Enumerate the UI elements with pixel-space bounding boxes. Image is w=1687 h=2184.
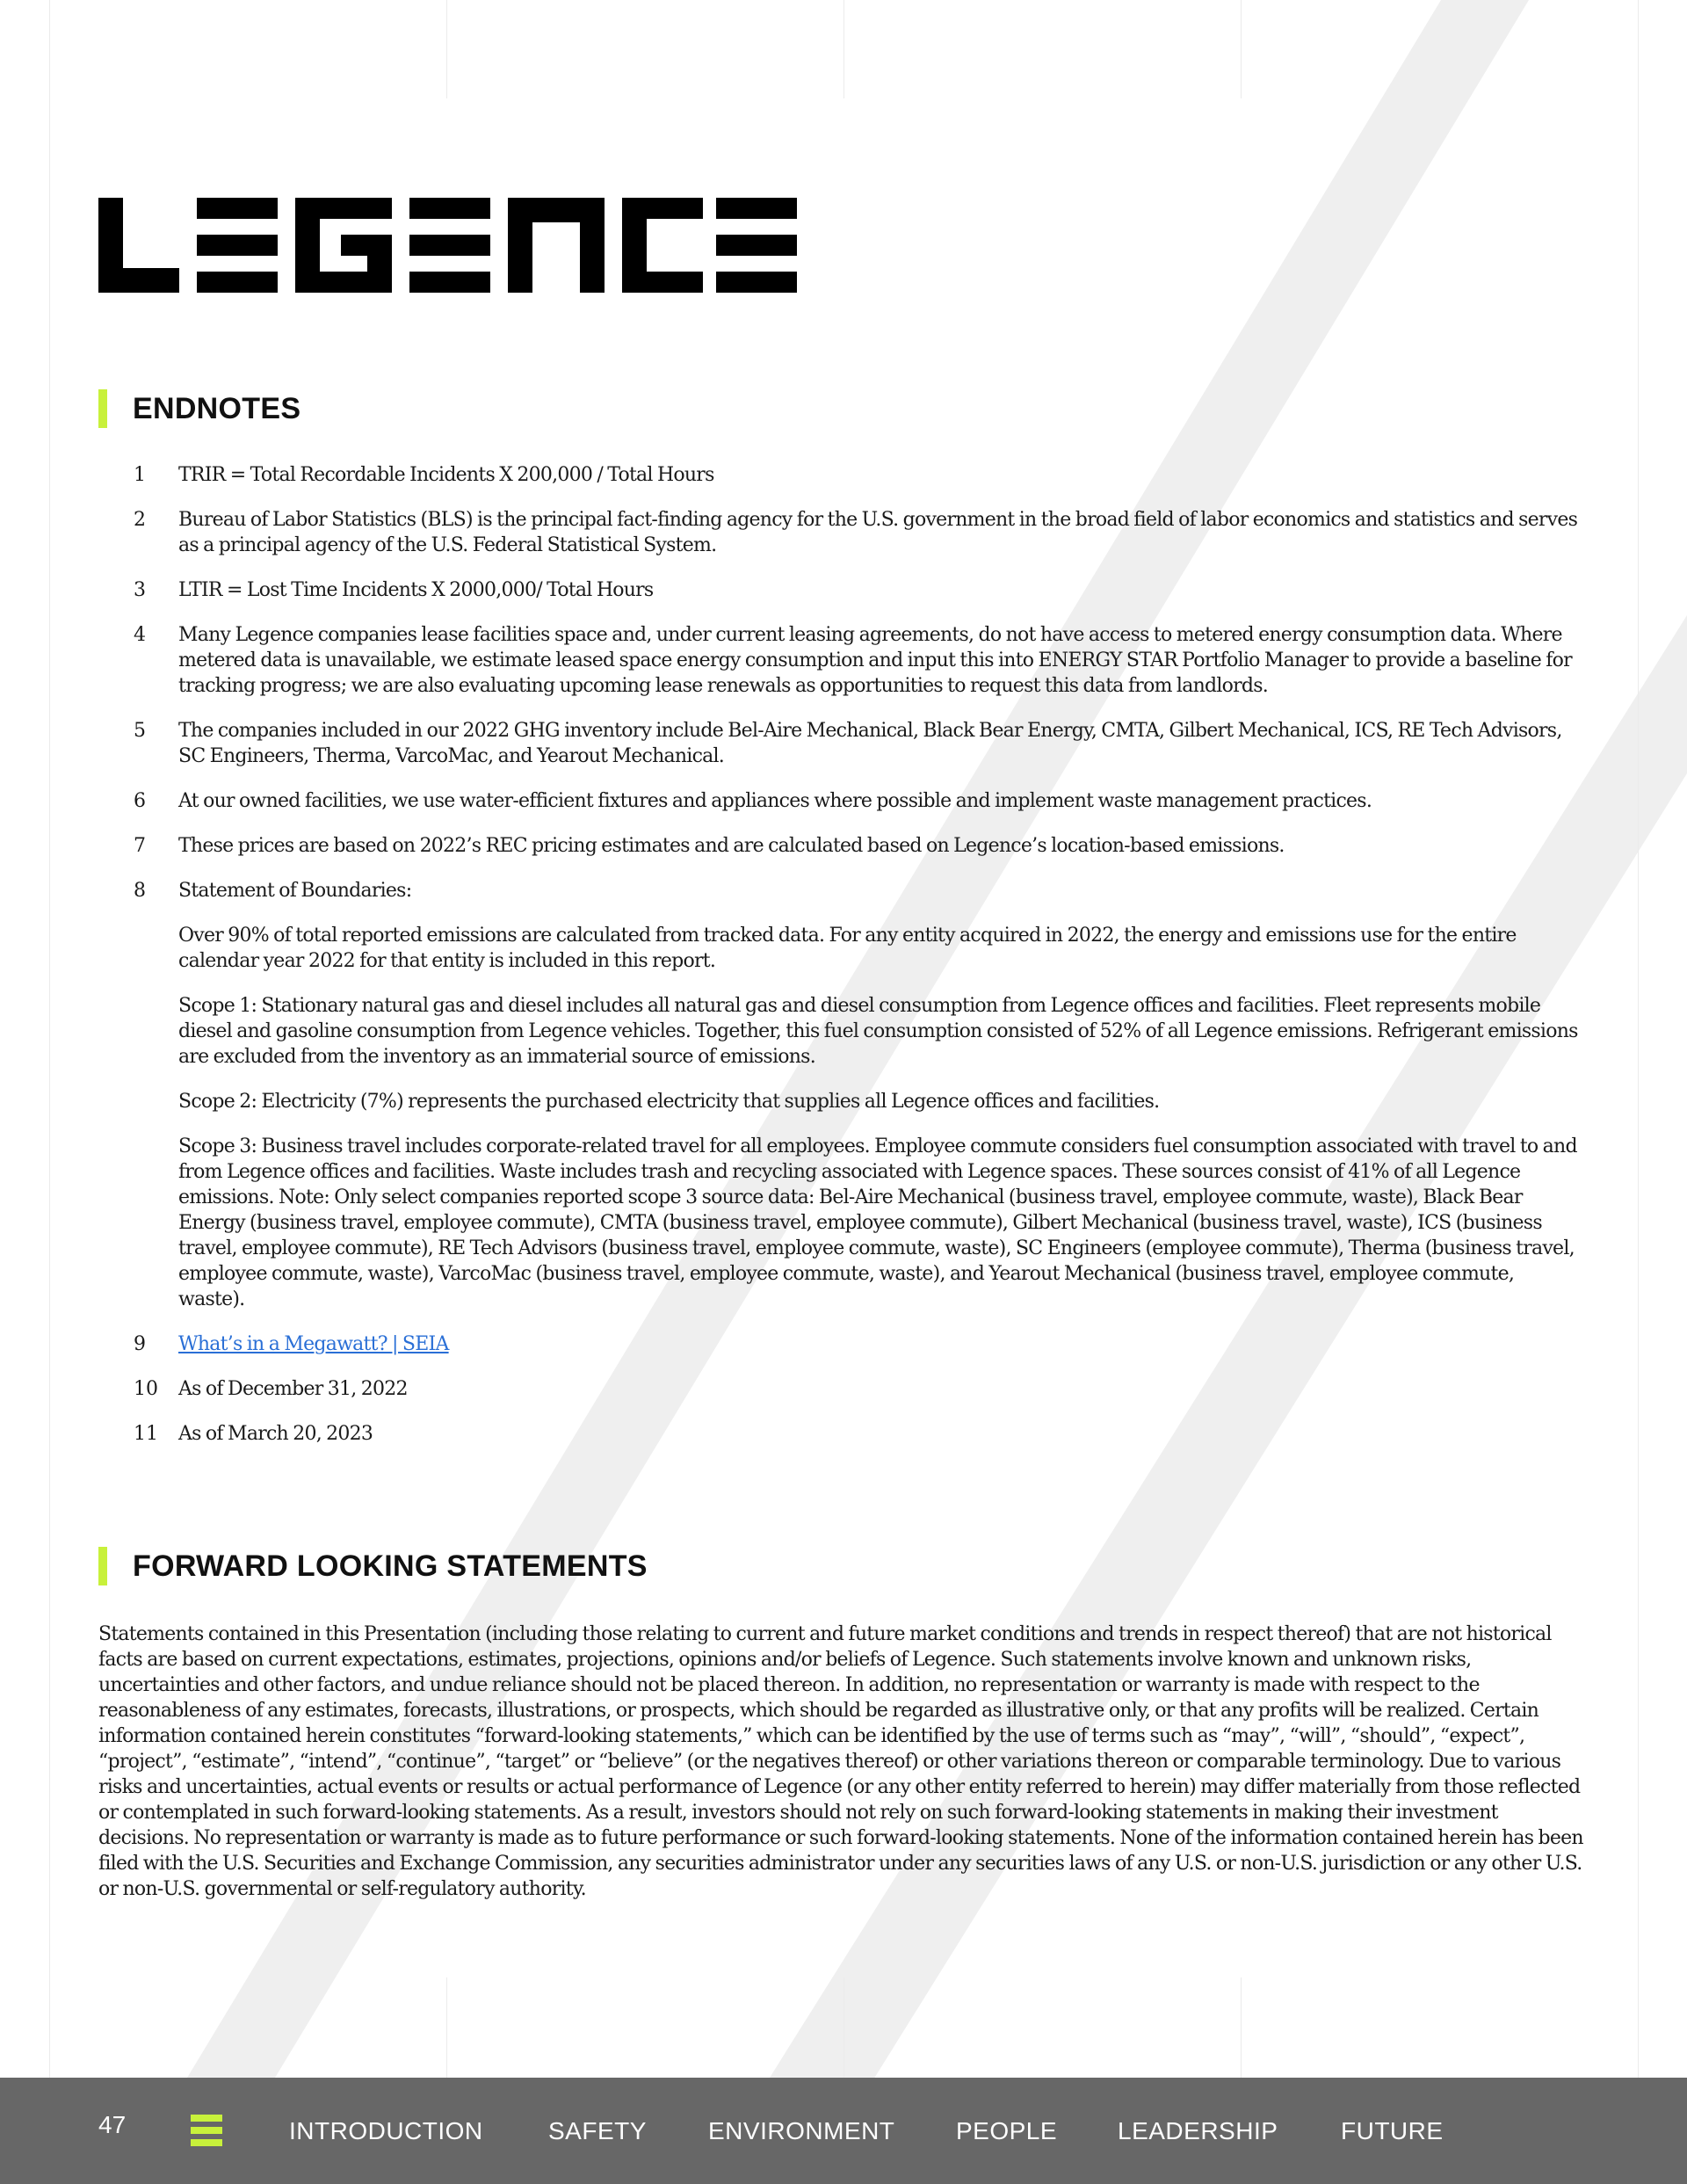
boundary-paragraph: Scope 1: Stationary natural gas and diesel includes all natural gas and diesel consumption from Legence offices and facilities. Fleet represents mobile diesel and gasoline consumption from Legence vehicles. Together, this fuel consumption consisted of 52% of all Legence emissions. Refrigerant emissions are excluded from the inventory as an immaterial source of emissions. — [178, 995, 1578, 1068]
footer-nav-bar — [0, 2078, 1687, 2184]
endnote-number: 8 — [134, 880, 146, 902]
heading-accent-bar — [98, 389, 107, 428]
endnote-item — [134, 577, 1583, 603]
endnote-text: At our owned facilities, we use water-efficient fixtures and appliances where possible and implement waste management practices. — [178, 790, 1372, 812]
endnote-text: These prices are based on 2022’s REC pricing estimates and are calculated based on Legence’s location-based emissions. — [178, 835, 1285, 857]
heading-accent-bar — [98, 1547, 107, 1585]
endnote-number: 9 — [134, 1333, 146, 1355]
boundary-paragraph: Scope 3: Business travel includes corporate-related travel for all employees. Employee commute considers fuel consumption associated with travel to and from Legence offices and facilities. Waste includes trash and recycling associated with Legence spaces. These sources consist of 41% of all Legence emissions. Note: Only select companies reported scope 3 source data: Bel-Aire Mechanical (business travel, employee commute, waste), Black Bear Energy (business travel, employee commute), CMTA (business travel, employee commute), Gilbert Mechanical (business travel, waste), ICS (business travel, employee commute), RE Tech Advisors (business travel, employee commute, waste), SC Engineers (employee commute), Therma (business travel, employee commute, waste), VarcoMac (business travel, employee commute, waste), and Yearout Mechanical (business travel, employee commute, waste). — [178, 1136, 1577, 1310]
menu-icon[interactable] — [191, 2115, 226, 2150]
statement-of-boundaries — [178, 923, 1583, 1312]
endnote-number: 10 — [134, 1378, 158, 1400]
endnote-item — [134, 788, 1583, 814]
endnote-item — [134, 507, 1583, 558]
endnote-item — [134, 1421, 1583, 1447]
nav-safety[interactable]: SAFETY — [548, 2117, 647, 2144]
page-number: 47 — [98, 2111, 127, 2138]
endnote-number: 1 — [134, 464, 146, 486]
endnote-item — [134, 878, 1583, 903]
endnote-text: LTIR = Lost Time Incidents X 2000,000/ Total Hours — [178, 579, 654, 601]
endnote-number: 6 — [134, 790, 146, 812]
endnote-text: Statement of Boundaries: — [178, 880, 412, 902]
endnote-item — [134, 833, 1583, 859]
endnote-number: 4 — [134, 624, 146, 646]
nav-people[interactable]: PEOPLE — [956, 2117, 1058, 2144]
forward-looking-body: Statements contained in this Presentation (including those relating to current and future market conditions and trends in respect thereof) that are not historical facts are based on current expectations, estimates, projections, opinions and/or beliefs of Legence. Such statements involve known and unknown risks, uncertainties and other factors, and undue reliance should not be placed thereon. In addition, no representation or warranty is made with respect to the reasonableness of any estimates, forecasts, illustrations, or prospects, which should be regarded as illustrative only, or that any profits will be realized. Certain information contained herein constitutes “forward-looking statements,” which can be identified by the use of terms such as “may”, “will”, “should”, “expect”, “project”, “estimate”, “intend”, “continue”, “target” or “believe” (or the negatives thereof) or other variations thereon or comparable terminology. Due to various risks and uncertainties, actual events or results or actual performance of Legence (or any other entity referred to herein) may differ materially from those reflected or contemplated in such forward-looking statements. As a result, investors should not rely on such forward-looking statements in making their investment decisions. No representation or warranty is made as to future performance or such forward-looking statements. None of the information contained herein has been filed with the U.S. Securities and Exchange Commission, any securities administrator under any securities laws of any U.S. or non-U.S. jurisdiction or any other U.S. or non-U.S. governmental or self-regulatory authority. — [98, 1623, 1583, 1900]
endnote-text: As of March 20, 2023 — [178, 1423, 373, 1445]
endnote-number: 11 — [134, 1423, 158, 1445]
nav-future[interactable]: FUTURE — [1341, 2117, 1444, 2144]
legence-logo — [98, 198, 797, 293]
endnote-item — [134, 1331, 1583, 1357]
endnote-number: 7 — [134, 835, 146, 857]
nav-leadership[interactable]: LEADERSHIP — [1118, 2117, 1278, 2144]
endnote-text: TRIR = Total Recordable Incidents X 200,000 / Total Hours — [178, 464, 714, 486]
endnote-text: Many Legence companies lease facilities space and, under current leasing agreements, do not have access to metered energy consumption data. Where metered data is unavailable, we estimate leased space energy consumption and input this into ENERGY STAR Portfolio Manager to provide a baseline for tracking progress; we are also evaluating upcoming lease renewals as opportunities to request this data from landlords. — [178, 624, 1572, 697]
boundary-paragraph: Over 90% of total reported emissions are calculated from tracked data. For any entity acquired in 2022, the energy and emissions use for the entire calendar year 2022 for that entity is included in this report. — [178, 925, 1517, 972]
nav-introduction[interactable]: INTRODUCTION — [289, 2117, 483, 2144]
endnote-item — [134, 1376, 1583, 1402]
boundary-paragraph: Scope 2: Electricity (7%) represents the purchased electricity that supplies all Legence offices and facilities. — [178, 1091, 1160, 1113]
endnotes-list — [134, 462, 1583, 1466]
endnote-number: 5 — [134, 720, 146, 742]
endnote-text: Bureau of Labor Statistics (BLS) is the principal fact-finding agency for the U.S. government in the broad field of labor economics and statistics and serves as a principal agency of the U.S. Federal Statistical System. — [178, 509, 1578, 556]
endnotes-heading — [98, 389, 300, 428]
endnote-item — [134, 462, 1583, 488]
forward-looking-heading — [98, 1547, 648, 1585]
forward-looking-title: FORWARD LOOKING STATEMENTS — [133, 1549, 648, 1583]
endnotes-title: ENDNOTES — [133, 391, 301, 425]
endnote-text: As of December 31, 2022 — [178, 1378, 408, 1400]
endnote-text: The companies included in our 2022 GHG inventory include Bel-Aire Mechanical, Black Bear Energy, CMTA, Gilbert Mechanical, ICS, RE Tech Advisors, SC Engineers, Therma, VarcoMac, and Yearout Mechanical. — [178, 720, 1562, 767]
endnote-item — [134, 622, 1583, 699]
endnote-number: 3 — [134, 579, 146, 601]
endnote-number: 2 — [134, 509, 146, 531]
seia-megawatt-link[interactable]: What’s in a Megawatt? | SEIA — [178, 1333, 449, 1355]
endnote-item — [134, 718, 1583, 769]
nav-environment[interactable]: ENVIRONMENT — [708, 2117, 895, 2144]
